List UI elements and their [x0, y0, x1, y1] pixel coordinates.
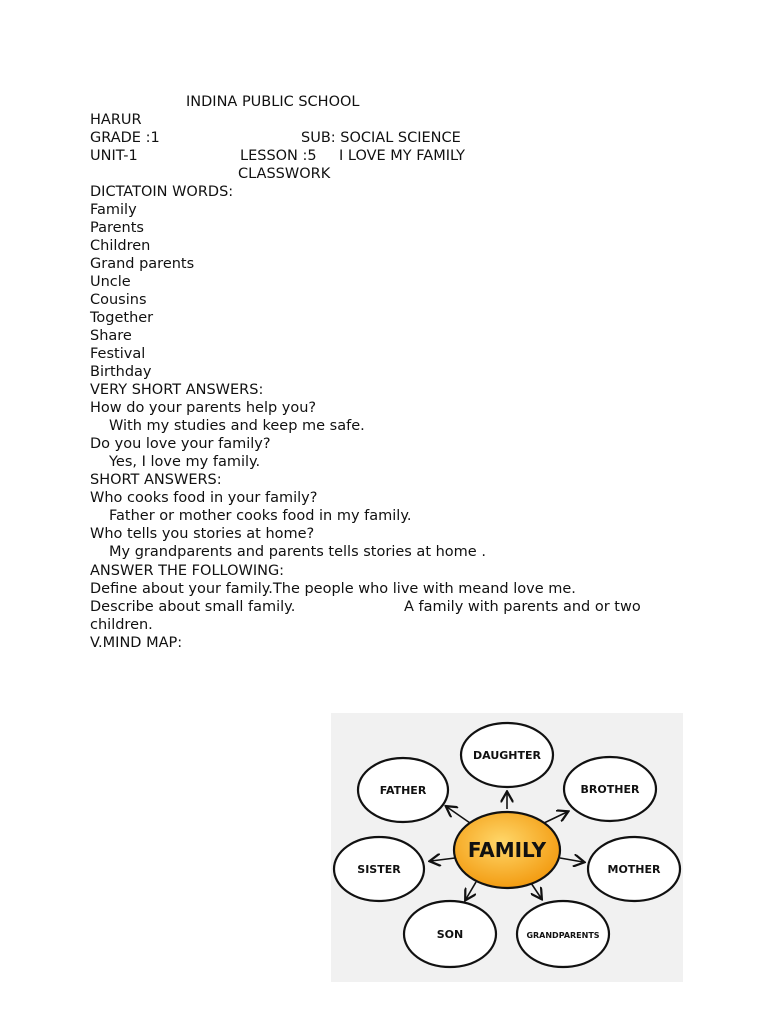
dictation-word: Parents	[90, 220, 144, 236]
unit-label: UNIT-1	[90, 148, 138, 164]
label-family-center: FAMILY	[467, 838, 547, 862]
label-brother: BROTHER	[580, 783, 640, 796]
label-sister: SISTER	[357, 863, 401, 876]
dictation-word: Birthday	[90, 364, 152, 380]
arrow-brother	[544, 812, 567, 823]
question: Who cooks food in your family?	[90, 490, 318, 506]
dictation-word: Grand parents	[90, 256, 195, 272]
mind-map-heading: V.MIND MAP:	[90, 635, 183, 651]
label-grandparents: GRANDPARENTS	[526, 931, 600, 940]
answer: A family with parents and or two	[404, 599, 641, 615]
question: Do you love your family?	[90, 436, 271, 452]
question: How do your parents help you?	[90, 400, 317, 416]
arrow-sister	[431, 858, 455, 861]
lesson-label: LESSON :5	[240, 148, 317, 164]
label-daughter: DAUGHTER	[473, 749, 541, 762]
dictation-word: Together	[90, 310, 154, 326]
answer: My grandparents and parents tells stories at home .	[109, 544, 486, 560]
arrow-grandparents	[531, 883, 541, 898]
family-mind-map	[331, 713, 683, 982]
grade-label: GRADE :1	[90, 130, 160, 146]
dictation-word: Cousins	[90, 292, 147, 308]
short-heading: SHORT ANSWERS:	[90, 472, 222, 488]
dictation-word: Share	[90, 328, 132, 344]
label-mother: MOTHER	[607, 863, 661, 876]
very-short-heading: VERY SHORT ANSWERS:	[90, 382, 264, 398]
school-name: INDINA PUBLIC SCHOOL	[186, 94, 360, 110]
answer: Yes, I love my family.	[109, 454, 261, 470]
label-son: SON	[436, 928, 464, 941]
arrow-father	[447, 807, 470, 823]
answer-following-heading: ANSWER THE FOLLOWING:	[90, 563, 285, 579]
dictation-word: Family	[90, 202, 137, 218]
classwork-label: CLASSWORK	[238, 166, 331, 182]
lesson-title: I LOVE MY FAMILY	[339, 148, 465, 164]
question: Describe about small family.	[90, 599, 296, 615]
answer: With my studies and keep me safe.	[109, 418, 365, 434]
dictation-word: Children	[90, 238, 151, 254]
answer: Father or mother cooks food in my family.	[109, 508, 412, 524]
dictation-heading: DICTATOIN WORDS:	[90, 184, 234, 200]
subject-label: SUB: SOCIAL SCIENCE	[301, 130, 461, 146]
label-father: FATHER	[379, 784, 427, 797]
answer-continued: children.	[90, 617, 153, 633]
arrow-mother	[560, 858, 583, 862]
school-place: HARUR	[90, 112, 142, 128]
dictation-word: Festival	[90, 346, 146, 362]
question: Define about your family.The people who live with meand love me.	[90, 581, 576, 597]
question: Who tells you stories at home?	[90, 526, 315, 542]
arrow-son	[466, 882, 476, 899]
dictation-word: Uncle	[90, 274, 131, 290]
